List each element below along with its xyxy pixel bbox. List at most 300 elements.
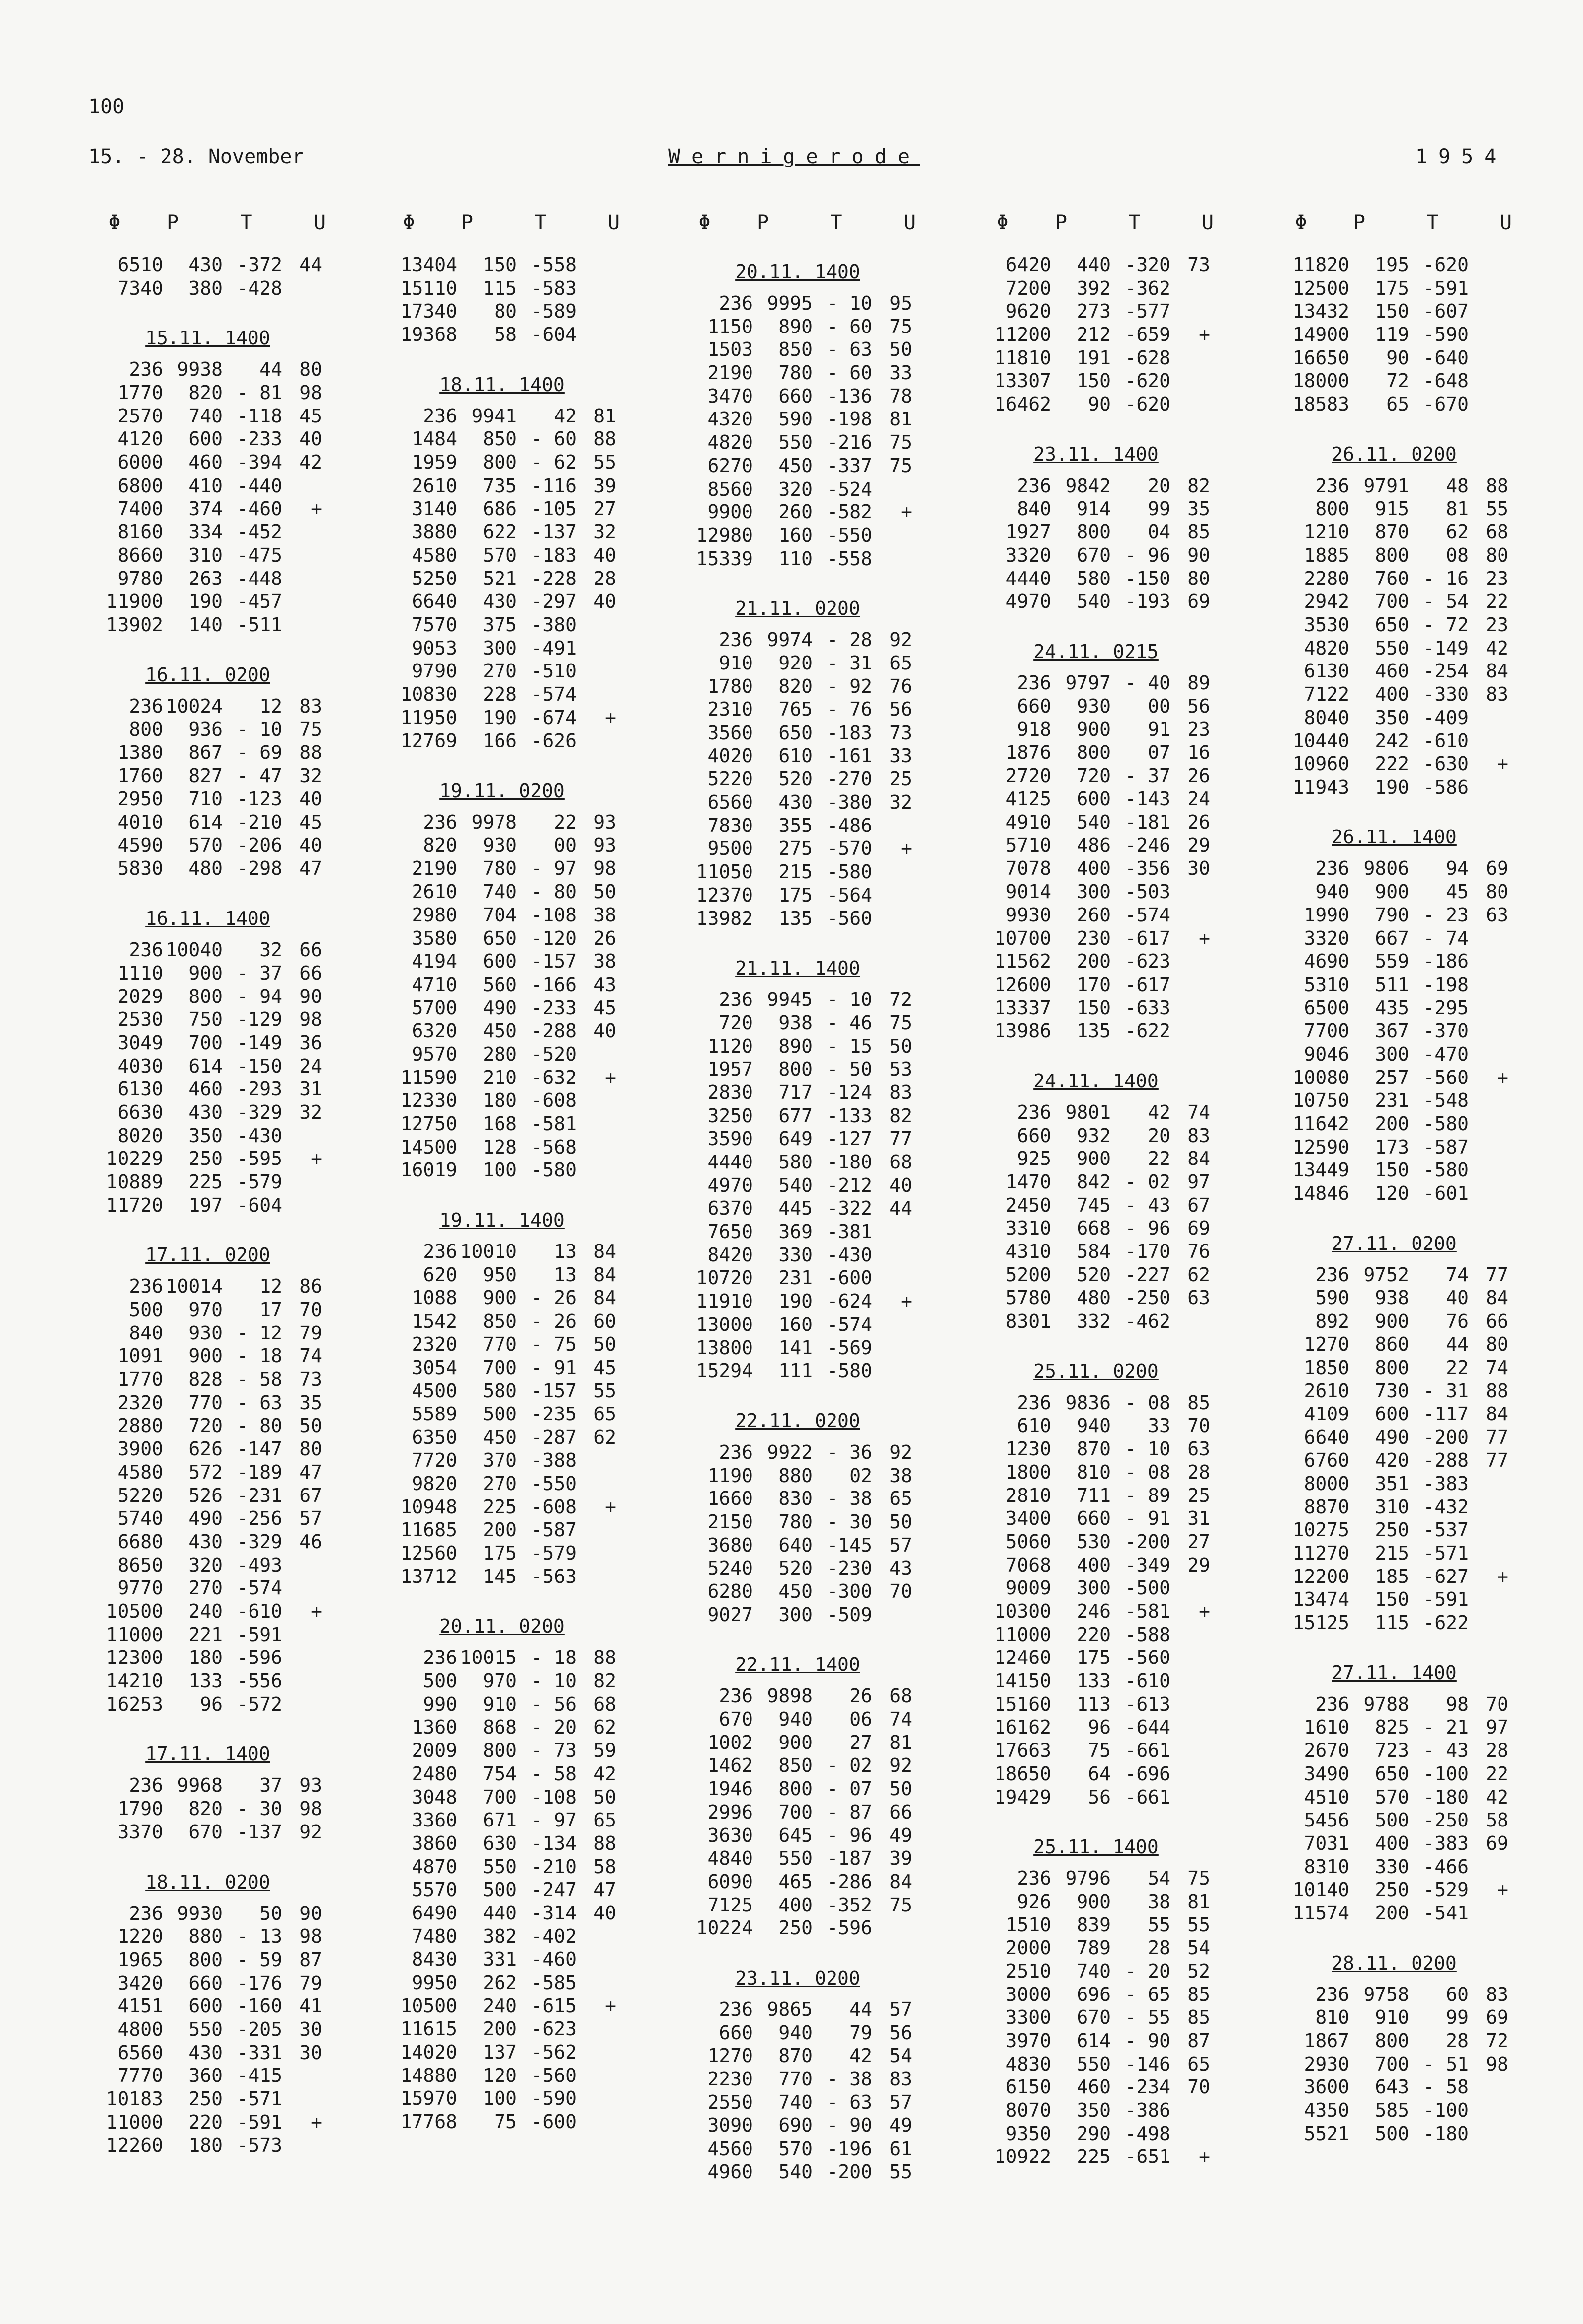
table-cell: 42 <box>299 451 322 474</box>
table-cell: - 60 <box>827 315 872 337</box>
table-row <box>977 880 1255 904</box>
table-cell: 1110 <box>117 962 163 984</box>
table-row <box>678 1313 957 1336</box>
table-cell: -452 <box>237 521 282 543</box>
table-cell <box>577 300 616 323</box>
table-cell: 30 <box>299 2041 322 2064</box>
table-cell: -380 <box>531 613 577 636</box>
table-cell: -630 <box>1423 753 1469 775</box>
table-row <box>977 300 1255 323</box>
table-cell: 47 <box>299 857 322 880</box>
table-row <box>88 695 367 718</box>
table-cell: 1484 <box>412 428 457 450</box>
table-cell <box>282 1623 322 1647</box>
table-cell: 810 <box>1077 1461 1111 1483</box>
table-cell: 150 <box>1077 996 1111 1019</box>
table-cell: 88 <box>1486 474 1508 497</box>
table-row <box>88 1972 367 1995</box>
table-cell: 380 <box>188 277 223 299</box>
table-cell: 490 <box>1375 1426 1409 1448</box>
table-cell: -564 <box>827 884 872 906</box>
table-cell: 17340 <box>400 300 457 323</box>
table-cell: -520 <box>531 1043 577 1065</box>
table-cell: -580 <box>827 1360 872 1382</box>
table-cell: - 38 <box>827 1488 872 1510</box>
table-cell: 9801 <box>1065 1101 1111 1123</box>
table-cell: 15110 <box>400 277 457 299</box>
table-row <box>383 1449 661 1472</box>
table-cell: 4151 <box>117 1995 163 2017</box>
table-row <box>1275 857 1553 880</box>
table-cell: -329 <box>237 1530 282 1553</box>
table-cell <box>1469 1588 1508 1611</box>
table-cell: -585 <box>531 1972 577 1993</box>
table-cell: - 31 <box>827 652 872 674</box>
table-cell: 55 <box>1486 498 1508 520</box>
table-row <box>977 1391 1255 1414</box>
table-cell: 4109 <box>1304 1403 1349 1425</box>
table-cell: 940 <box>778 2021 813 2044</box>
table-cell: -205 <box>237 2018 282 2040</box>
table-cell: 800 <box>1077 742 1111 763</box>
table-cell: 26 <box>593 927 616 949</box>
table-cell: 77 <box>1486 1426 1508 1448</box>
table-row <box>1275 2075 1553 2099</box>
table-cell: -457 <box>237 590 282 613</box>
table-row <box>1275 1356 1553 1380</box>
table-row <box>88 1298 367 1322</box>
table-cell: 892 <box>1315 1310 1349 1332</box>
table-cell: 75 <box>299 718 322 741</box>
table-cell: 940 <box>1077 1414 1111 1437</box>
table-cell: 47 <box>593 1879 616 1901</box>
table-cell: 910 <box>1375 2006 1409 2029</box>
table-cell: 520 <box>1077 1263 1111 1286</box>
table-cell: + <box>1497 1066 1508 1088</box>
table-cell: 5589 <box>412 1403 457 1425</box>
table-cell: 54 <box>1148 1867 1170 1890</box>
table-cell <box>282 613 322 637</box>
table-cell: 70 <box>889 1580 912 1602</box>
table-cell: 16162 <box>994 1716 1051 1739</box>
table-cell: 10500 <box>400 1994 457 2017</box>
table-cell: 75 <box>889 1894 912 1916</box>
table-cell: 236 <box>1315 857 1349 880</box>
table-row <box>977 1762 1255 1786</box>
table-cell <box>1469 706 1508 730</box>
table-cell: - 80 <box>237 1414 282 1437</box>
table-cell: 330 <box>1375 1855 1409 1878</box>
table-row <box>88 1461 367 1484</box>
table-row <box>1275 1136 1553 1159</box>
table-cell: 740 <box>188 405 223 427</box>
table-row <box>1275 1263 1553 1287</box>
column-header-label: U <box>607 211 620 234</box>
table-cell: 42 <box>849 2045 872 2067</box>
table-cell: 1380 <box>117 742 163 763</box>
table-cell: 925 <box>1017 1148 1051 1170</box>
table-row <box>383 1356 661 1380</box>
table-cell: -620 <box>1125 370 1170 392</box>
table-cell: 2610 <box>412 474 457 497</box>
table-row <box>88 613 367 637</box>
table-cell: 57 <box>889 1534 912 1556</box>
table-cell: 3054 <box>412 1356 457 1379</box>
table-cell: 3300 <box>1005 2006 1051 2029</box>
table-cell: 40 <box>1446 1287 1469 1309</box>
table-cell: 900 <box>1375 1310 1409 1332</box>
table-cell: 150 <box>1375 1588 1409 1611</box>
table-cell: 11000 <box>106 1623 163 1646</box>
table-cell: -394 <box>237 451 282 474</box>
table-cell: 1542 <box>412 1310 457 1332</box>
table-row <box>88 1414 367 1438</box>
table-cell <box>1469 1472 1508 1495</box>
table-cell: 3630 <box>707 1824 753 1846</box>
table-cell: 750 <box>188 1008 223 1031</box>
table-cell: 236 <box>1017 671 1051 694</box>
table-cell: -166 <box>531 973 577 996</box>
table-cell: 660 <box>1077 1507 1111 1530</box>
table-cell: -383 <box>1423 1472 1469 1494</box>
table-cell: - 89 <box>1125 1484 1170 1506</box>
table-cell: 600 <box>188 428 223 450</box>
table-cell: 430 <box>188 1530 223 1553</box>
table-cell: 8560 <box>707 478 753 500</box>
table-cell: 6560 <box>707 791 753 814</box>
table-cell: 11810 <box>994 346 1051 369</box>
table-cell: 6000 <box>117 451 163 474</box>
table-cell: + <box>901 837 912 860</box>
table-cell: -615 <box>531 1994 577 2017</box>
table-row <box>383 1286 661 1310</box>
table-row <box>88 1055 367 1078</box>
table-cell: -617 <box>1125 927 1170 949</box>
table-row <box>88 2134 367 2157</box>
table-cell: 2510 <box>1005 1960 1051 1982</box>
table-cell: -254 <box>1423 660 1469 682</box>
table-cell: 85 <box>1187 1983 1210 2005</box>
table-cell: 40 <box>593 1020 616 1042</box>
table-cell: 1210 <box>1304 521 1349 543</box>
table-cell: 35 <box>299 1391 322 1413</box>
table-cell: 40 <box>299 834 322 856</box>
table-cell: -470 <box>1423 1043 1469 1065</box>
table-cell: 79 <box>849 2021 872 2044</box>
table-cell: 90 <box>299 985 322 1007</box>
table-cell: 62 <box>1446 521 1469 543</box>
table-cell: 11820 <box>1292 254 1349 276</box>
table-row <box>88 381 367 405</box>
table-cell: 1270 <box>1304 1333 1349 1355</box>
table-cell: -331 <box>237 2041 282 2064</box>
table-cell: -108 <box>531 904 577 926</box>
table-row <box>678 1151 957 1174</box>
table-cell: -161 <box>827 745 872 767</box>
table-cell: 120 <box>483 2064 517 2086</box>
table-cell: 150 <box>1375 300 1409 323</box>
table-cell: 83 <box>1486 1983 1508 2005</box>
table-cell: -150 <box>237 1055 282 1077</box>
table-cell: -648 <box>1423 370 1469 392</box>
table-row <box>678 791 957 814</box>
table-cell: -193 <box>1125 590 1170 613</box>
table-cell: 500 <box>483 1403 517 1425</box>
table-cell: 12260 <box>106 2134 163 2157</box>
table-cell: 300 <box>1375 1043 1409 1065</box>
table-cell: 10948 <box>400 1495 457 1518</box>
table-cell: 22 <box>554 811 577 833</box>
table-cell <box>1170 1669 1210 1693</box>
table-cell: -143 <box>1125 788 1170 810</box>
table-cell: 970 <box>483 1670 517 1692</box>
table-cell: 81 <box>889 408 912 430</box>
table-cell: 85 <box>1187 521 1210 543</box>
table-cell: 19429 <box>994 1786 1051 1808</box>
table-cell: + <box>1199 324 1210 346</box>
table-cell: 932 <box>1077 1124 1111 1147</box>
table-cell: -595 <box>237 1148 282 1170</box>
table-row <box>88 811 367 834</box>
table-cell: 1790 <box>117 1798 163 1820</box>
table-cell: 73 <box>889 722 912 744</box>
table-cell: 1220 <box>117 1925 163 1948</box>
table-cell: 9806 <box>1363 857 1409 880</box>
table-cell: 700 <box>483 1356 517 1379</box>
table-row <box>678 1359 957 1383</box>
data-column <box>678 211 957 2183</box>
table-cell: 15160 <box>994 1693 1051 1715</box>
table-row <box>88 2041 367 2065</box>
table-row <box>383 567 661 590</box>
table-cell: 99 <box>1446 2006 1469 2029</box>
table-cell: + <box>605 1495 616 1518</box>
table-cell: 58 <box>593 1855 616 1878</box>
table-cell: 22 <box>1486 1762 1508 1785</box>
table-cell: 56 <box>889 698 912 721</box>
table-cell: 686 <box>483 498 517 520</box>
table-cell <box>872 1266 912 1290</box>
table-cell: 13712 <box>400 1565 457 1587</box>
table-cell: 58 <box>494 324 517 346</box>
table-cell: -617 <box>1125 973 1170 996</box>
table-row <box>678 1580 957 1603</box>
table-cell: 73 <box>299 1368 322 1391</box>
table-cell: - 63 <box>827 2091 872 2113</box>
table-cell: 5060 <box>1005 1530 1051 1553</box>
table-cell: - 10 <box>237 718 282 741</box>
table-cell: 3600 <box>1304 2076 1349 2098</box>
table-cell: 31 <box>299 1078 322 1100</box>
table-cell: 9780 <box>117 567 163 589</box>
table-row <box>977 1414 1255 1438</box>
table-cell: 12560 <box>400 1542 457 1564</box>
table-cell: 500 <box>129 1299 163 1321</box>
table-row <box>88 1344 367 1368</box>
table-cell: -587 <box>531 1519 577 1541</box>
table-cell: 9796 <box>1065 1867 1111 1890</box>
table-cell: 47 <box>299 1461 322 1483</box>
table-cell: 168 <box>483 1113 517 1135</box>
table-cell: 765 <box>778 698 813 721</box>
table-row <box>1275 1611 1553 1635</box>
table-cell: -230 <box>827 1557 872 1579</box>
table-cell: 135 <box>1077 1020 1111 1042</box>
table-cell: 28 <box>593 567 616 589</box>
table-cell: 1190 <box>707 1464 753 1487</box>
table-cell: 860 <box>1375 1333 1409 1355</box>
table-row <box>977 671 1255 695</box>
table-cell <box>1170 277 1210 300</box>
table-cell: 740 <box>778 2091 813 2113</box>
table-cell: 260 <box>1077 904 1111 926</box>
table-cell: -622 <box>1423 1612 1469 1634</box>
table-cell: 550 <box>1375 637 1409 659</box>
table-cell: + <box>1199 2146 1210 2168</box>
table-cell: 75 <box>1088 1740 1111 1762</box>
table-cell: -560 <box>531 2064 577 2086</box>
table-row <box>678 292 957 315</box>
table-row <box>1275 752 1553 776</box>
table-cell <box>1469 277 1508 300</box>
table-row <box>678 767 957 791</box>
table-cell: 87 <box>1187 2030 1210 2052</box>
table-cell: 430 <box>188 254 223 276</box>
table-cell: 88 <box>593 1647 616 1669</box>
table-row <box>88 451 367 474</box>
section-title: 27.11. 0200 <box>1332 1232 1457 1254</box>
table-cell: 670 <box>1077 544 1111 566</box>
table-cell: - 91 <box>1125 1507 1170 1530</box>
table-cell: 24 <box>299 1055 322 1077</box>
table-row <box>383 1809 661 1832</box>
table-cell <box>577 1089 616 1112</box>
table-cell: 2670 <box>1304 1740 1349 1762</box>
table-cell: 5220 <box>117 1484 163 1506</box>
table-cell: 620 <box>423 1263 457 1286</box>
table-cell: 10224 <box>696 1917 753 1939</box>
table-cell: -581 <box>1125 1600 1170 1622</box>
table-cell <box>1469 1495 1508 1519</box>
table-cell: 236 <box>1017 1867 1051 1890</box>
table-cell: -601 <box>1423 1182 1469 1205</box>
table-cell <box>577 2064 616 2087</box>
table-cell: 900 <box>188 1345 223 1367</box>
table-cell: - 51 <box>1423 2053 1469 2075</box>
table-row <box>678 2114 957 2137</box>
table-cell: 12330 <box>400 1089 457 1112</box>
table-cell: 480 <box>188 857 223 880</box>
table-cell: 29 <box>1187 1554 1210 1576</box>
table-cell: 5240 <box>707 1557 753 1579</box>
table-cell: -157 <box>531 950 577 973</box>
table-row <box>1275 1565 1553 1588</box>
table-cell: -608 <box>531 1089 577 1112</box>
table-cell: -610 <box>1125 1670 1170 1692</box>
table-row <box>383 1646 661 1669</box>
table-cell: -541 <box>1423 1902 1469 1924</box>
table-row <box>383 660 661 683</box>
table-cell: 760 <box>1375 567 1409 589</box>
section-title: 18.11. 0200 <box>145 1871 270 1893</box>
table-cell: 59 <box>593 1740 616 1762</box>
table-cell: - 08 <box>1125 1391 1170 1413</box>
table-cell: 2480 <box>412 1762 457 1785</box>
table-cell: -134 <box>531 1832 577 1854</box>
table-row <box>88 1902 367 1925</box>
table-cell: 13 <box>554 1263 577 1286</box>
table-row <box>383 1263 661 1287</box>
table-row <box>977 1101 1255 1124</box>
table-row <box>383 811 661 834</box>
table-cell: -600 <box>531 2111 577 2133</box>
table-cell: 1965 <box>117 1948 163 1971</box>
table-cell: 930 <box>483 834 517 856</box>
table-cell: 430 <box>188 2041 223 2064</box>
table-cell: 270 <box>483 1472 517 1494</box>
table-cell: 1510 <box>1005 1913 1051 1936</box>
table-cell: 66 <box>299 962 322 984</box>
column-header-label: Φ <box>108 211 121 234</box>
table-cell: 10140 <box>1292 1879 1349 1901</box>
column-header-label: Φ <box>1295 211 1307 234</box>
table-cell <box>1170 1786 1210 1809</box>
table-cell: 7068 <box>1005 1554 1051 1576</box>
table-cell: 236 <box>719 292 753 314</box>
table-cell: -200 <box>827 2160 872 2183</box>
table-cell: 275 <box>778 837 813 860</box>
table-cell: 550 <box>778 431 813 454</box>
table-cell: 700 <box>778 1801 813 1823</box>
table-cell: 6680 <box>117 1530 163 1553</box>
table-cell: 12750 <box>400 1113 457 1135</box>
table-cell: 96 <box>200 1693 223 1715</box>
table-cell: 50 <box>889 1035 912 1057</box>
table-cell: 990 <box>423 1693 457 1715</box>
table-row <box>1275 1518 1553 1542</box>
table-cell: 18000 <box>1292 370 1349 392</box>
table-row <box>977 1890 1255 1913</box>
table-cell: -588 <box>1125 1623 1170 1646</box>
table-cell <box>577 683 616 706</box>
table-cell <box>577 1565 616 1588</box>
table-cell: 300 <box>778 1603 813 1626</box>
table-cell: 918 <box>1017 718 1051 741</box>
table-cell: -524 <box>827 478 872 500</box>
table-cell: 225 <box>483 1495 517 1518</box>
table-cell: 584 <box>1077 1241 1111 1263</box>
table-cell: 6630 <box>117 1101 163 1123</box>
table-cell: -297 <box>531 590 577 613</box>
table-cell: 69 <box>1187 1217 1210 1240</box>
year: 1954 <box>1416 145 1507 168</box>
data-column <box>383 211 661 2134</box>
table-cell: 2610 <box>412 881 457 903</box>
table-row <box>977 544 1255 567</box>
table-cell: 450 <box>778 1580 813 1602</box>
table-row <box>977 1960 1255 1983</box>
table-cell: 23 <box>1187 718 1210 741</box>
table-cell: -574 <box>531 683 577 705</box>
table-cell: 382 <box>483 1925 517 1947</box>
table-cell: 671 <box>483 1809 517 1831</box>
table-cell: 236 <box>423 811 457 833</box>
table-cell: 331 <box>483 1948 517 1971</box>
table-cell: 1876 <box>1005 742 1051 763</box>
table-cell: 550 <box>778 1847 813 1870</box>
table-cell: -380 <box>827 791 872 814</box>
table-row <box>977 1786 1255 1809</box>
